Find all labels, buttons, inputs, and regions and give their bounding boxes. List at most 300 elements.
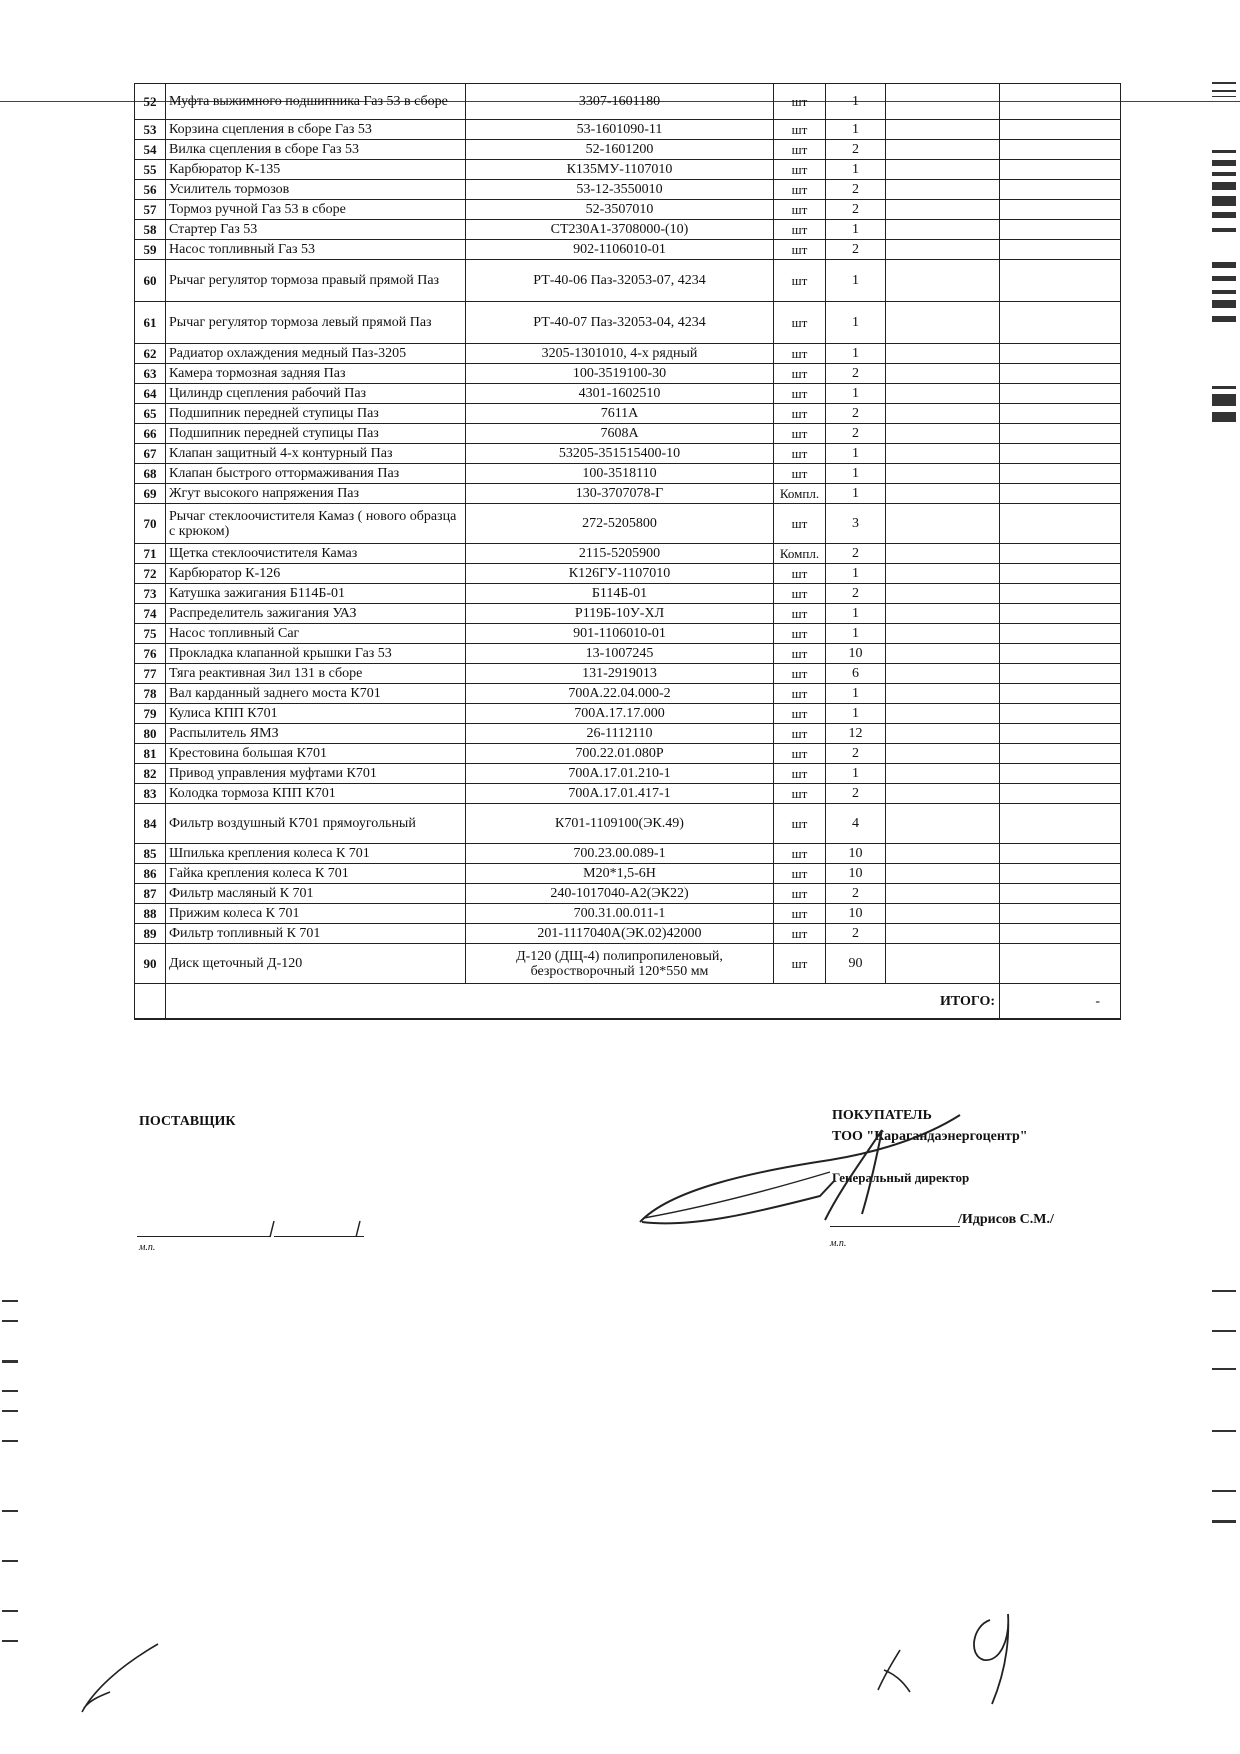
item-code: 52-3507010 [466,200,774,220]
row-number: 62 [135,344,166,364]
row-number: 88 [135,904,166,924]
row-number: 83 [135,784,166,804]
item-unit: шт [774,220,826,240]
item-price [886,624,1000,644]
item-quantity: 10 [826,844,886,864]
table-row [135,404,1121,424]
buyer-stamp-place: м.п. [830,1238,847,1249]
item-code: 26-1112110 [466,724,774,744]
item-code: 100-3519100-30 [466,364,774,384]
buyer-signature [630,1110,970,1240]
item-quantity: 1 [826,684,886,704]
table-row [135,240,1121,260]
item-name: Радиатор охлаждения медный Паз-3205 [166,344,466,364]
table-row [135,260,1121,302]
item-unit: шт [774,240,826,260]
item-quantity: 2 [826,180,886,200]
item-quantity: 2 [826,364,886,384]
row-number: 89 [135,924,166,944]
item-price [886,564,1000,584]
item-name: Подшипник передней ступицы Паз [166,404,466,424]
table-row [135,744,1121,764]
item-name: Подшипник передней ступицы Паз [166,424,466,444]
table-row [135,84,1121,120]
item-sum [1000,424,1121,444]
item-sum [1000,944,1121,984]
item-unit: шт [774,844,826,864]
item-code: 700А.22.04.000-2 [466,684,774,704]
item-quantity: 12 [826,724,886,744]
table-row [135,804,1121,844]
item-price [886,924,1000,944]
row-number: 73 [135,584,166,604]
table-row [135,664,1121,684]
item-name: Шпилька крепления колеса К 701 [166,844,466,864]
item-code: К126ГУ-1107010 [466,564,774,584]
table-row [135,724,1121,744]
item-quantity: 10 [826,904,886,924]
item-price [886,784,1000,804]
item-quantity: 1 [826,444,886,464]
item-sum [1000,784,1121,804]
row-number: 72 [135,564,166,584]
buyer-organization: ТОО "Карагандаэнергоцентр" [832,1129,1028,1144]
item-code: 700А.17.01.417-1 [466,784,774,804]
page-initials-right [860,1600,1040,1710]
item-name: Корзина сцепления в сборе Газ 53 [166,120,466,140]
item-sum [1000,904,1121,924]
item-unit: шт [774,120,826,140]
item-unit: шт [774,764,826,784]
item-sum [1000,864,1121,884]
row-number: 77 [135,664,166,684]
item-price [886,764,1000,784]
table-row [135,200,1121,220]
item-sum [1000,924,1121,944]
item-quantity: 2 [826,744,886,764]
item-price [886,160,1000,180]
item-sum [1000,302,1121,344]
item-code: 4301-1602510 [466,384,774,404]
item-sum [1000,220,1121,240]
item-code: РТ-40-06 Паз-32053-07, 4234 [466,260,774,302]
row-number: 74 [135,604,166,624]
item-code: 700.23.00.089-1 [466,844,774,864]
row-number: 79 [135,704,166,724]
item-code: 7611А [466,404,774,424]
item-sum [1000,404,1121,424]
item-price [886,724,1000,744]
item-quantity: 2 [826,884,886,904]
item-sum [1000,260,1121,302]
item-code: 272-5205800 [466,504,774,544]
item-code: 131-2919013 [466,664,774,684]
item-quantity: 2 [826,584,886,604]
item-sum [1000,444,1121,464]
item-name: Рычаг стеклоочистителя Камаз ( нового образца с крюком) [166,504,466,544]
item-quantity: 1 [826,604,886,624]
item-quantity: 2 [826,784,886,804]
item-code: 3205-1301010, 4-х рядный [466,344,774,364]
item-price [886,904,1000,924]
item-code: 700.31.00.011-1 [466,904,774,924]
item-sum [1000,160,1121,180]
table-row [135,444,1121,464]
row-number: 85 [135,844,166,864]
item-sum [1000,464,1121,484]
item-unit: шт [774,364,826,384]
item-name: Муфта выжимного подшипника Газ 53 в сборе [166,84,466,120]
item-price [886,344,1000,364]
item-unit: шт [774,464,826,484]
item-sum [1000,604,1121,624]
supplier-sign-line-1 [137,1236,271,1237]
item-quantity: 1 [826,160,886,180]
item-code: 100-3518110 [466,464,774,484]
row-number: 70 [135,504,166,544]
item-code: 240-1017040-А2(ЭК22) [466,884,774,904]
item-sum [1000,584,1121,604]
item-price [886,240,1000,260]
table-row [135,584,1121,604]
table-row [135,904,1121,924]
table-row [135,544,1121,564]
item-name: Распылитель ЯМЗ [166,724,466,744]
table-row [135,120,1121,140]
table-row [135,884,1121,904]
item-code: 700.22.01.080Р [466,744,774,764]
item-name: Жгут высокого напряжения Паз [166,484,466,504]
item-unit: шт [774,140,826,160]
item-name: Тяга реактивная Зил 131 в сборе [166,664,466,684]
row-number: 56 [135,180,166,200]
item-sum [1000,764,1121,784]
item-sum [1000,544,1121,564]
item-unit: шт [774,584,826,604]
table-row [135,924,1121,944]
item-name: Клапан защитный 4-х контурный Паз [166,444,466,464]
row-number: 65 [135,404,166,424]
supplier-slash-mark [260,1215,370,1239]
item-price [886,584,1000,604]
item-name: Фильтр масляный К 701 [166,884,466,904]
item-sum [1000,140,1121,160]
item-name: Прижим колеса К 701 [166,904,466,924]
item-name: Колодка тормоза КПП К701 [166,784,466,804]
item-sum [1000,884,1121,904]
item-quantity: 2 [826,924,886,944]
item-sum [1000,200,1121,220]
item-price [886,84,1000,120]
row-number: 69 [135,484,166,504]
item-quantity: 1 [826,564,886,584]
item-price [886,302,1000,344]
item-price [886,504,1000,544]
table-row [135,464,1121,484]
item-price [886,544,1000,564]
item-unit: шт [774,424,826,444]
item-unit: шт [774,664,826,684]
item-name: Камера тормозная задняя Паз [166,364,466,384]
item-price [886,200,1000,220]
item-sum [1000,724,1121,744]
item-sum [1000,564,1121,584]
item-unit: шт [774,624,826,644]
item-price [886,180,1000,200]
item-quantity: 2 [826,544,886,564]
row-number: 58 [135,220,166,240]
item-price [886,704,1000,724]
item-quantity: 1 [826,384,886,404]
item-price [886,404,1000,424]
table-row [135,180,1121,200]
item-quantity: 2 [826,140,886,160]
item-name: Катушка зажигания Б114Б-01 [166,584,466,604]
buyer-title: ПОКУПАТЕЛЬ [832,1108,932,1123]
row-number: 86 [135,864,166,884]
table-row [135,784,1121,804]
item-name: Кулиса КПП К701 [166,704,466,724]
item-unit: шт [774,804,826,844]
item-sum [1000,644,1121,664]
supplier-title: ПОСТАВЩИК [139,1114,236,1129]
table-row [135,364,1121,384]
item-name: Усилитель тормозов [166,180,466,200]
table-row [135,844,1121,864]
item-quantity: 1 [826,120,886,140]
item-unit: шт [774,684,826,704]
item-quantity: 2 [826,200,886,220]
table-row [135,624,1121,644]
item-code: 201-1117040А(ЭК.02)42000 [466,924,774,944]
item-name: Распределитель зажигания УАЗ [166,604,466,624]
item-price [886,664,1000,684]
row-number: 54 [135,140,166,160]
item-unit: шт [774,504,826,544]
item-code: 52-1601200 [466,140,774,160]
item-code: 2115-5205900 [466,544,774,564]
item-code: К701-1109100(ЭК.49) [466,804,774,844]
item-code: К135МУ-1107010 [466,160,774,180]
row-number: 68 [135,464,166,484]
item-quantity: 1 [826,302,886,344]
item-quantity: 1 [826,624,886,644]
item-unit: Компл. [774,544,826,564]
table-row [135,684,1121,704]
item-name: Карбюратор К-126 [166,564,466,584]
item-code: 130-3707078-Г [466,484,774,504]
item-unit: шт [774,644,826,664]
item-name: Фильтр воздушный К701 прямоугольный [166,804,466,844]
table-row [135,384,1121,404]
row-number: 80 [135,724,166,744]
item-unit: шт [774,784,826,804]
item-unit: шт [774,864,826,884]
item-quantity: 1 [826,764,886,784]
table-row [135,704,1121,724]
item-sum [1000,484,1121,504]
table-row [135,220,1121,240]
item-price [886,120,1000,140]
item-price [886,944,1000,984]
items-table [134,83,1121,1020]
total-value: - [1000,984,1121,1020]
items-table-body [135,84,1121,984]
item-quantity: 1 [826,344,886,364]
item-code: Д-120 (ДЩ-4) полипропиленовый, безростворочный 120*550 мм [466,944,774,984]
item-price [886,220,1000,240]
item-price [886,884,1000,904]
item-code: СТ230А1-3708000-(10) [466,220,774,240]
table-row [135,604,1121,624]
item-price [886,804,1000,844]
item-name: Насос топливный Саг [166,624,466,644]
item-code: 700А.17.01.210-1 [466,764,774,784]
item-name: Карбюратор К-135 [166,160,466,180]
row-number: 61 [135,302,166,344]
buyer-position: Генеральный директор [832,1170,970,1185]
item-unit: шт [774,200,826,220]
item-sum [1000,384,1121,404]
page-initials-left [70,1640,170,1720]
item-price [886,484,1000,504]
row-number: 59 [135,240,166,260]
item-code: 53-1601090-11 [466,120,774,140]
item-unit: шт [774,924,826,944]
item-code: М20*1,5-6Н [466,864,774,884]
row-number: 53 [135,120,166,140]
item-name: Гайка крепления колеса К 701 [166,864,466,884]
item-name: Вал карданный заднего моста К701 [166,684,466,704]
item-price [886,644,1000,664]
item-price [886,864,1000,884]
table-row [135,644,1121,664]
row-number: 71 [135,544,166,564]
item-unit: шт [774,604,826,624]
item-name: Диск щеточный Д-120 [166,944,466,984]
row-number: 66 [135,424,166,444]
item-quantity: 2 [826,404,886,424]
row-number: 60 [135,260,166,302]
item-sum [1000,364,1121,384]
item-quantity: 1 [826,484,886,504]
item-price [886,140,1000,160]
item-unit: шт [774,302,826,344]
total-row [135,984,1121,1020]
table-row [135,944,1121,984]
item-code: 53205-351515400-10 [466,444,774,464]
table-row [135,764,1121,784]
item-unit: шт [774,344,826,364]
item-unit: шт [774,404,826,424]
item-code: 13-1007245 [466,644,774,664]
item-name: Тормоз ручной Газ 53 в сборе [166,200,466,220]
item-code: Р119Б-10У-ХЛ [466,604,774,624]
item-name: Крестовина большая К701 [166,744,466,764]
row-number: 64 [135,384,166,404]
item-unit: шт [774,704,826,724]
row-number: 78 [135,684,166,704]
item-name: Клапан быстрого оттормаживания Паз [166,464,466,484]
item-quantity: 90 [826,944,886,984]
item-sum [1000,240,1121,260]
row-number: 84 [135,804,166,844]
item-price [886,604,1000,624]
item-quantity: 1 [826,704,886,724]
item-unit: шт [774,564,826,584]
row-number: 63 [135,364,166,384]
item-quantity: 1 [826,220,886,240]
item-unit: шт [774,904,826,924]
item-name: Привод управления муфтами К701 [166,764,466,784]
item-sum [1000,804,1121,844]
item-sum [1000,504,1121,544]
item-quantity: 10 [826,864,886,884]
item-unit: шт [774,260,826,302]
table-row [135,424,1121,444]
item-unit: шт [774,444,826,464]
item-sum [1000,704,1121,724]
item-unit: шт [774,884,826,904]
item-name: Рычаг регулятор тормоза левый прямой Паз [166,302,466,344]
item-price [886,464,1000,484]
item-code: РТ-40-07 Паз-32053-04, 4234 [466,302,774,344]
item-price [886,260,1000,302]
row-number: 75 [135,624,166,644]
item-code: Б114Б-01 [466,584,774,604]
item-sum [1000,744,1121,764]
table-row [135,140,1121,160]
item-code: 7608А [466,424,774,444]
item-code: 700А.17.17.000 [466,704,774,724]
row-number: 52 [135,84,166,120]
item-unit: шт [774,744,826,764]
table-row [135,564,1121,584]
item-quantity: 2 [826,424,886,444]
item-code: 53-12-3550010 [466,180,774,200]
item-sum [1000,664,1121,684]
table-row [135,864,1121,884]
item-sum [1000,624,1121,644]
item-quantity: 3 [826,504,886,544]
item-quantity: 10 [826,644,886,664]
buyer-name: /Идрисов С.М./ [958,1212,1054,1227]
item-unit: шт [774,160,826,180]
item-unit: шт [774,944,826,984]
item-unit: шт [774,180,826,200]
item-sum [1000,344,1121,364]
row-number: 57 [135,200,166,220]
row-number: 67 [135,444,166,464]
item-price [886,364,1000,384]
item-price [886,384,1000,404]
item-code: 901-1106010-01 [466,624,774,644]
table-row [135,160,1121,180]
row-number: 90 [135,944,166,984]
item-quantity: 1 [826,84,886,120]
item-sum [1000,120,1121,140]
item-quantity: 4 [826,804,886,844]
item-quantity: 1 [826,464,886,484]
table-row [135,302,1121,344]
item-name: Стартер Газ 53 [166,220,466,240]
item-quantity: 2 [826,240,886,260]
row-number: 76 [135,644,166,664]
supplier-stamp-place: м.п. [139,1242,156,1253]
row-number: 81 [135,744,166,764]
item-unit: шт [774,84,826,120]
table-row [135,484,1121,504]
